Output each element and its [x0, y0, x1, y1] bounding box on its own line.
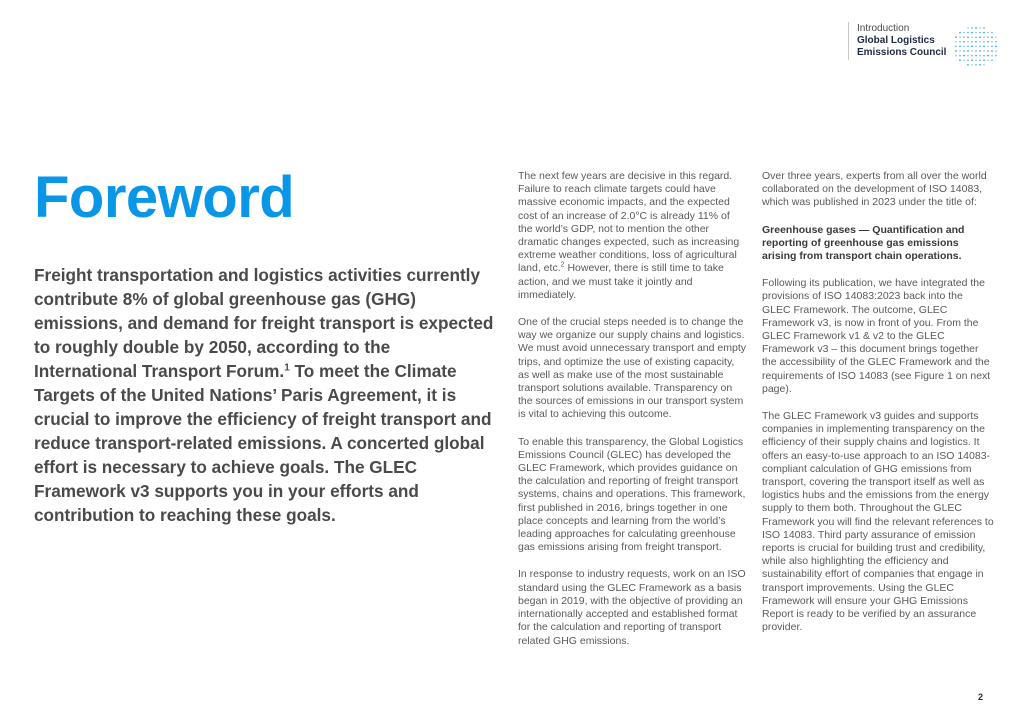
lead-text-continued: To meet the Climate Targets of the United Nations’ Paris Agreement, it is crucial to improve the efficiency of freight transport and reduce transport-related emissions. A concerted global effort is necessary to achieve goals. The GLEC Framework v3 supports you in your efforts and contribution to reaching these goals. — [34, 361, 492, 525]
header-org-line2: Emissions Council — [857, 47, 947, 58]
col1-p1-text-continued: However, there is still time to take action, and we must take it jointly and immediately. — [518, 262, 724, 301]
col1-paragraph-2: One of the crucial steps needed is to change the way we organize our supply chains and logistics. We must avoid unnecessary transport and empty trips, and optimize the use of existing capacity, as well as make use of the most sustainable transport solutions available. Transparency on the sources of emissions in our transport system is vital to achieving this outcome. — [518, 316, 747, 421]
col1-footnote-ref[interactable]: 2 — [560, 261, 565, 269]
lead-paragraph — [34, 263, 494, 527]
header-block — [857, 23, 946, 59]
body-column-1 — [518, 170, 746, 662]
header-org-line1: Global Logistics — [857, 35, 935, 46]
col2-paragraph-4: The GLEC Framework v3 guides and supports companies in implementing transparency on the efficiency of their supply chains and logistics. It offers an easy-to-use approach to an ISO 14083-compliant calculation of GHG emissions from transport, covering the transport itself as well as logistics hubs and the emissions from the energy supply to them both. Throughout the GLEC Framework you will find the relevant references to ISO 14083. Third party assurance of emission reports is crucial for building trust and credibility, while also highlighting the efficiency and sustainability effort of companies that engage in transport improvements. Using the GLEC Framework will ensure your GHG Emissions Report is ready to be verified by an assurance provider. — [762, 410, 994, 634]
col1-paragraph-1 — [518, 170, 746, 302]
page-title: Foreword — [34, 165, 295, 230]
col1-p1-text: The next few years are decisive in this regard. Failure to reach climate targets could have massive economic impacts, and the expected cost of an increase of 2.0°C is already 11% of the world’s GDP, not to mention the other dramatic changes expected, such as increasing extreme weather conditions, loss of agricultural land, etc. — [518, 170, 740, 275]
lead-text: Freight transportation and logistics activities currently contribute 8% of global greenhouse gas (GHG) emissions, and demand for freight transport is expected to roughly double by 2050, according to the International Transport Forum. — [34, 265, 494, 381]
col2-paragraph-3: Following its publication, we have integrated the provisions of ISO 14083:2023 back into the GLEC Framework. The outcome, GLEC Framework v3, is now in front of you. From the GLEC Framework v1 & v2 to the GLEC Framework v3 – this document brings together the accessibility of the GLEC Framework and the requirements of ISO 14083 (see Figure 1 on next page). — [762, 277, 991, 395]
page-number: 2 — [978, 692, 984, 702]
header-section-label: Introduction — [857, 23, 910, 34]
body-column-2 — [762, 170, 994, 649]
dot-grid-icon — [953, 24, 999, 68]
col2-paragraph-1: Over three years, experts from all over the world collaborated on the development of ISO 14083, which was published in 2023 under the title of: — [762, 170, 987, 209]
lead-footnote-ref[interactable]: 1 — [284, 362, 290, 374]
col1-paragraph-3: To enable this transparency, the Global Logistics Emissions Council (GLEC) has developed the GLEC Framework, which provides guidance on the calculation and reporting of freight transport systems, chains and operations. This framework, first published in 2016, brings together in one place concepts and learning from the world’s leading approaches for calculating greenhouse gas emissions arising from freight transport. — [518, 435, 746, 554]
header-divider — [848, 22, 849, 60]
col1-paragraph-4: In response to industry requests, work on an ISO standard using the GLEC Framework as a basis began in 2019, with the objective of providing an internationally accepted and established format for the calculation and reporting of transport related GHG emissions. — [518, 568, 746, 647]
col2-iso-title: Greenhouse gases — Quantification and reporting of greenhouse gas emissions arising from transport chain operations. — [762, 223, 965, 263]
